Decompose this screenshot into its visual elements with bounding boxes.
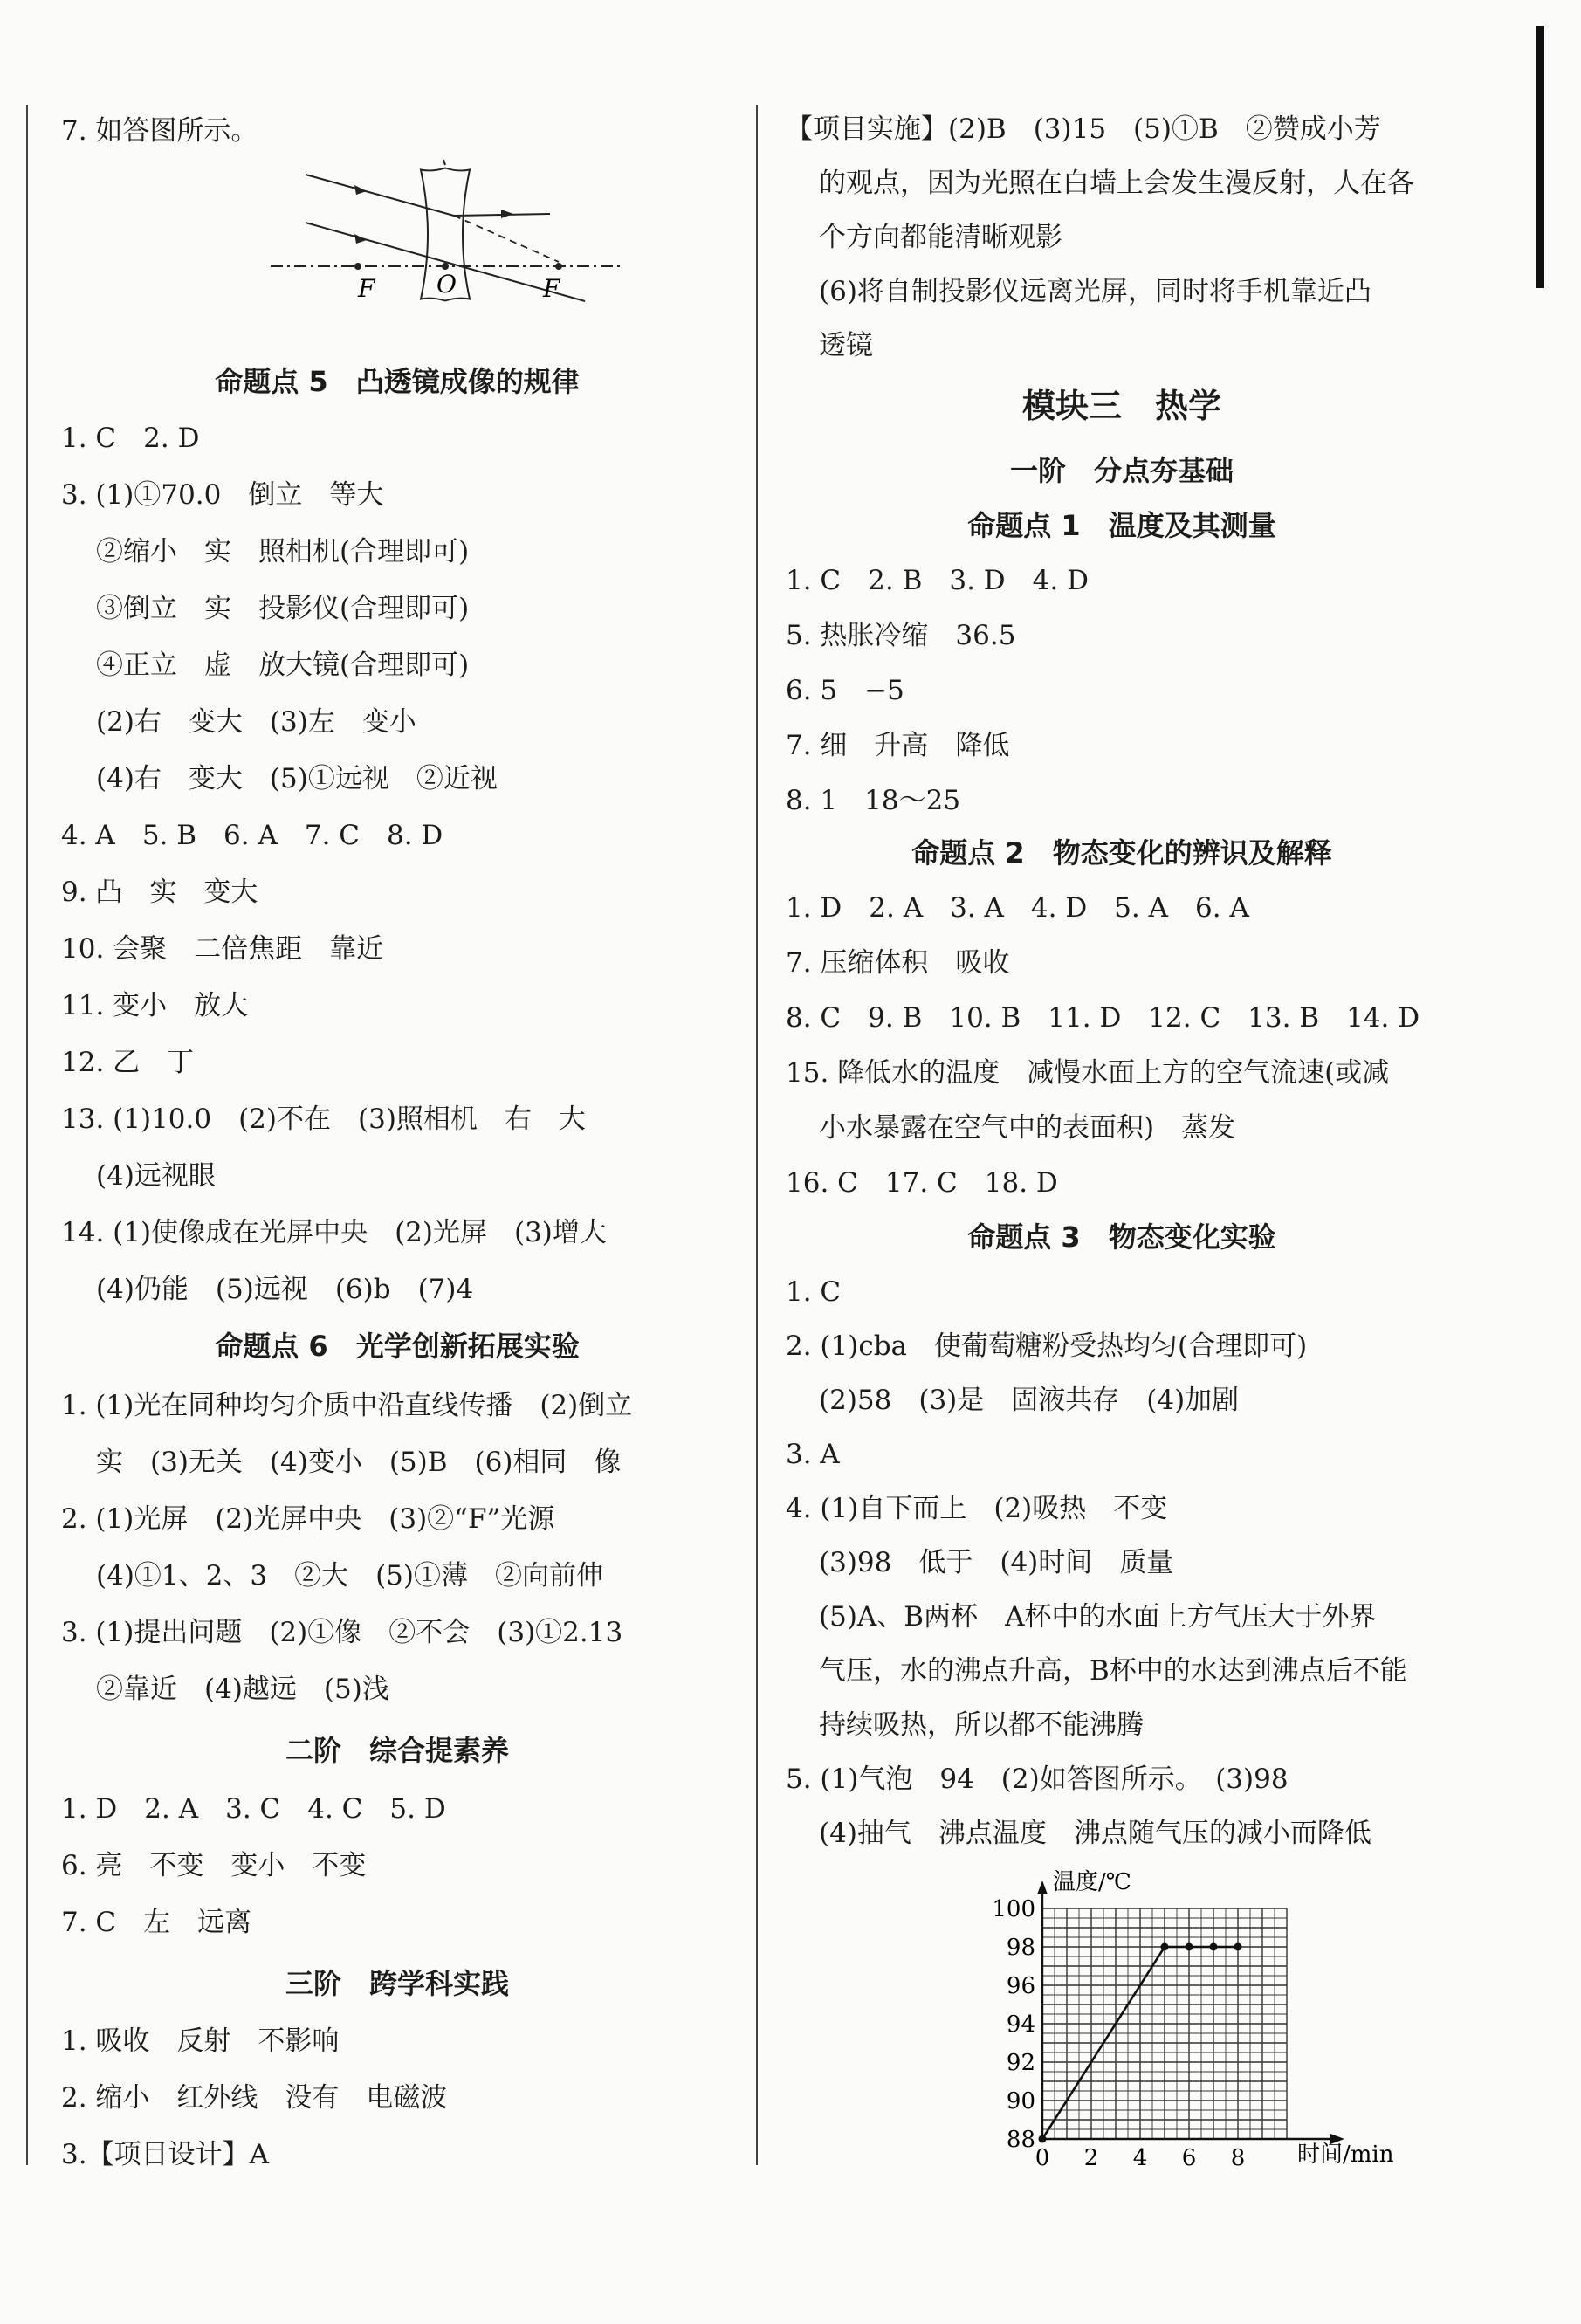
answer-line: 10. 会聚 二倍焦距 靠近 xyxy=(61,933,384,965)
answer-line: 6. 5 −5 xyxy=(786,675,904,706)
answer-line: (4)远视眼 xyxy=(96,1160,216,1192)
y-tick-label: 98 xyxy=(1006,1935,1035,1961)
answer-line: 7. C 左 远离 xyxy=(61,1907,252,1938)
x-tick-label: 4 xyxy=(1132,2145,1148,2171)
answer-line: 1. D 2. A 3. A 4. D 5. A 6. A xyxy=(786,892,1249,924)
answer-line: 1. (1)光在同种均匀介质中沿直线传播 (2)倒立 xyxy=(61,1390,633,1421)
answer-line: 2. (1)光屏 (2)光屏中央 (3)②“F”光源 xyxy=(61,1503,555,1535)
y-tick-label: 100 xyxy=(992,1896,1035,1922)
answer-line: 4. (1)自下而上 (2)吸热 不变 xyxy=(786,1493,1168,1524)
answer-line: 6. 亮 不变 变小 不变 xyxy=(61,1850,367,1881)
optical-center-label: O xyxy=(436,270,457,299)
answer-line: 小水暴露在空气中的表面积) 蒸发 xyxy=(819,1112,1236,1144)
answer-line: 1. C xyxy=(786,1276,842,1308)
heading-stage-3: 三阶 跨学科实践 xyxy=(285,1967,509,2000)
data-point xyxy=(1161,1943,1169,1951)
answer-line: 持续吸热，所以都不能沸腾 xyxy=(819,1709,1144,1741)
item-7: 7. 如答图所示。 xyxy=(61,115,258,147)
answer-line: 15. 降低水的温度 减慢水面上方的空气流速(或减 xyxy=(786,1057,1390,1089)
y-tick-label: 90 xyxy=(1006,2088,1035,2114)
answer-line: 3. A xyxy=(786,1439,840,1470)
answer-line: 【项目实施】(2)B (3)15 (5)①B ②赞成小芳 xyxy=(786,113,1381,145)
chart-axes xyxy=(1037,1881,1344,2144)
heading-stage-2: 二阶 综合提素养 xyxy=(285,1734,509,1767)
answer-line: 8. 1 18～25 xyxy=(786,785,961,816)
answer-line: 16. C 17. C 18. D xyxy=(786,1167,1058,1199)
answer-line: 5. 热胀冷缩 36.5 xyxy=(786,620,1016,651)
x-tick-label: 2 xyxy=(1083,2145,1099,2171)
answer-line: 3. (1)提出问题 (2)①像 ②不会 (3)①2.13 xyxy=(61,1617,623,1648)
module-title: 模块三 热学 xyxy=(1021,387,1221,425)
answer-line: 2. 缩小 红外线 没有 电磁波 xyxy=(61,2082,448,2114)
answer-line: (6)将自制投影仪远离光屏，同时将手机靠近凸 xyxy=(819,276,1371,307)
y-tick-label: 96 xyxy=(1006,1973,1035,1999)
answer-line: 实 (3)无关 (4)变小 (5)B (6)相同 像 xyxy=(96,1447,622,1478)
answer-line: ③倒立 实 投影仪(合理即可) xyxy=(96,593,470,624)
answer-line: 1. C 2. D xyxy=(61,423,200,454)
answer-line: 的观点，因为光照在白墙上会发生漫反射，人在各 xyxy=(819,168,1414,199)
y-tick-label: 88 xyxy=(1006,2127,1035,2153)
answer-line: 2. (1)cba 使葡萄糖粉受热均匀(合理即可) xyxy=(786,1330,1308,1362)
answer-line: (2)右 变大 (3)左 变小 xyxy=(96,706,416,738)
answer-line: 8. C 9. B 10. B 11. D 12. C 13. B 14. D xyxy=(786,1002,1420,1034)
answer-line: (5)A、B两杯 A杯中的水面上方气压大于外界 xyxy=(819,1601,1377,1633)
data-point xyxy=(1039,2135,1047,2143)
answer-line: 透镜 xyxy=(819,330,873,361)
answer-line: (4)右 变大 (5)①远视 ②近视 xyxy=(96,763,498,794)
page-edge-mark xyxy=(1536,26,1544,288)
heading-topic-1: 命题点 1 温度及其测量 xyxy=(967,509,1276,542)
x-tick-label: 0 xyxy=(1035,2145,1050,2171)
answer-line: 3.【项目设计】A xyxy=(61,2139,269,2170)
heading-stage-1: 一阶 分点夯基础 xyxy=(1009,454,1234,487)
focal-point-right-label: F xyxy=(543,274,560,303)
answer-line: 4. A 5. B 6. A 7. C 8. D xyxy=(61,820,443,851)
heading-topic-6: 命题点 6 光学创新拓展实验 xyxy=(215,1330,580,1363)
answer-line: 1. D 2. A 3. C 4. C 5. D xyxy=(61,1793,446,1825)
answer-line: 气压，水的沸点升高，B杯中的水达到沸点后不能 xyxy=(819,1655,1407,1687)
answer-line: 7. 细 升高 降低 xyxy=(786,730,1010,761)
answer-line: 13. (1)10.0 (2)不在 (3)照相机 右 大 xyxy=(61,1104,586,1135)
data-point xyxy=(1210,1943,1218,1951)
x-tick-label: 6 xyxy=(1181,2145,1197,2171)
x-tick-label: 8 xyxy=(1230,2145,1246,2171)
answer-line: 1. 吸收 反射 不影响 xyxy=(61,2025,340,2057)
y-axis-arrow xyxy=(1037,1881,1048,1894)
data-point xyxy=(1234,1943,1242,1951)
heading-topic-5: 命题点 5 凸透镜成像的规律 xyxy=(215,365,580,398)
answer-line: (4)①1、2、3 ②大 (5)①薄 ②向前伸 xyxy=(96,1560,603,1592)
answer-line: 个方向都能清晰观影 xyxy=(819,222,1062,253)
heading-topic-3: 命题点 3 物态变化实验 xyxy=(967,1220,1276,1254)
answer-line: 11. 变小 放大 xyxy=(61,990,249,1021)
answer-line: 7. 压缩体积 吸收 xyxy=(786,947,1010,979)
answer-line: 12. 乙 丁 xyxy=(61,1047,195,1078)
answer-line: (3)98 低于 (4)时间 质量 xyxy=(819,1547,1174,1578)
answer-line: (4)仍能 (5)远视 (6)b (7)4 xyxy=(96,1274,474,1305)
answer-line: ②靠近 (4)越远 (5)浅 xyxy=(96,1674,389,1705)
answer-line: 5. (1)气泡 94 (2)如答图所示。 (3)98 xyxy=(786,1764,1289,1795)
answer-line: 1. C 2. B 3. D 4. D xyxy=(786,565,1089,596)
answer-line: 3. (1)①70.0 倒立 等大 xyxy=(61,479,384,511)
concave-lens-diagram xyxy=(271,153,620,310)
left-margin-line xyxy=(26,105,28,2165)
focal-point-left-label: F xyxy=(358,274,375,303)
boiling-temperature-chart xyxy=(986,1860,1440,2174)
answer-line: 14. (1)使像成在光屏中央 (2)光屏 (3)增大 xyxy=(61,1217,607,1248)
y-tick-label: 92 xyxy=(1006,2050,1035,2076)
heading-topic-2: 命题点 2 物态变化的辨识及解释 xyxy=(911,836,1332,870)
y-tick-label: 94 xyxy=(1006,2011,1035,2038)
data-point xyxy=(1186,1943,1193,1951)
column-divider xyxy=(756,105,758,2165)
chart-y-axis-label: 温度/℃ xyxy=(1053,1869,1131,1895)
answer-line: ④正立 虚 放大镜(合理即可) xyxy=(96,650,470,681)
answer-line: ②缩小 实 照相机(合理即可) xyxy=(96,536,470,567)
answer-line: (4)抽气 沸点温度 沸点随气压的减小而降低 xyxy=(819,1818,1371,1849)
chart-x-axis-label: 时间/min xyxy=(1297,2142,1394,2168)
answer-line: 9. 凸 实 变大 xyxy=(61,877,258,908)
answer-line: (2)58 (3)是 固液共存 (4)加剧 xyxy=(819,1385,1240,1416)
